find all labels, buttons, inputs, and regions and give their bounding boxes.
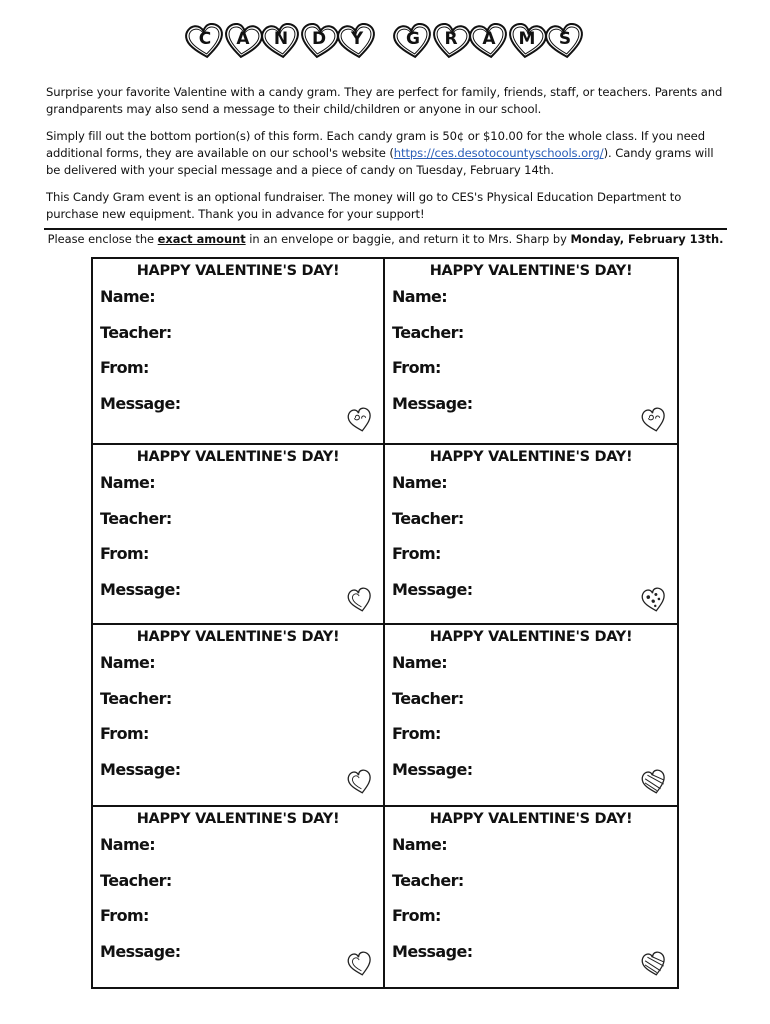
candy-gram-cards-grid bbox=[91, 257, 679, 989]
name-field-label: Name: bbox=[392, 287, 448, 306]
teacher-field-label: Teacher: bbox=[100, 871, 172, 890]
title-letter: D bbox=[311, 29, 327, 49]
card-title: HAPPY VALENTINE'S DAY! bbox=[136, 449, 340, 465]
cut-line-divider bbox=[44, 228, 727, 230]
heart-letter bbox=[185, 23, 225, 61]
title-word bbox=[186, 23, 376, 61]
teacher-field-label: Teacher: bbox=[392, 323, 464, 342]
teacher-field-label: Teacher: bbox=[392, 871, 464, 890]
heart-letter bbox=[337, 23, 377, 61]
candy-gram-card bbox=[385, 807, 677, 987]
heart-swirl-icon bbox=[639, 405, 670, 436]
candy-gram-card bbox=[385, 259, 677, 445]
candy-gram-card bbox=[93, 445, 385, 625]
title-letter: R bbox=[444, 29, 458, 49]
name-field-label: Name: bbox=[100, 653, 156, 672]
exact-amount-emphasis: exact amount bbox=[157, 232, 246, 246]
title-letter: S bbox=[558, 29, 572, 49]
name-field-label: Name: bbox=[392, 653, 448, 672]
enclose-text-middle: in an envelope or baggie, and return it to Mrs. Sharp by bbox=[245, 232, 571, 246]
heart-letter bbox=[299, 23, 339, 61]
teacher-field-label: Teacher: bbox=[392, 509, 464, 528]
from-field-label: From: bbox=[392, 358, 441, 377]
teacher-field-label: Teacher: bbox=[100, 689, 172, 708]
from-field-label: From: bbox=[100, 724, 149, 743]
message-field-label: Message: bbox=[392, 760, 473, 779]
name-field-label: Name: bbox=[392, 473, 448, 492]
intro-paragraph-1: Surprise your favorite Valentine with a candy gram. They are perfect for family, friends, staff, or teachers. Parents and grandparents may also send a message to their child/children or anyone in our school. bbox=[46, 85, 723, 116]
title-letter: N bbox=[273, 29, 289, 49]
heart-letter bbox=[261, 23, 301, 61]
name-field-label: Name: bbox=[100, 835, 156, 854]
intro-paragraph-2 bbox=[46, 128, 728, 179]
from-field-label: From: bbox=[100, 544, 149, 563]
from-field-label: From: bbox=[392, 544, 441, 563]
message-field-label: Message: bbox=[100, 760, 181, 779]
heart-letter bbox=[393, 23, 433, 61]
message-field-label: Message: bbox=[100, 942, 181, 961]
card-title: HAPPY VALENTINE'S DAY! bbox=[429, 263, 633, 279]
intro-paragraph-3: This Candy Gram event is an optional fundraiser. The money will go to CES's Physical Education Department to purchase new equipment. Thank you in advance for your support! bbox=[46, 190, 682, 221]
candy-gram-card bbox=[93, 807, 385, 987]
candy-gram-card bbox=[385, 445, 677, 625]
message-field-label: Message: bbox=[392, 580, 473, 599]
teacher-field-label: Teacher: bbox=[100, 509, 172, 528]
title-word bbox=[394, 23, 584, 61]
title-letter: A bbox=[236, 29, 250, 49]
heart-letter bbox=[545, 23, 585, 61]
title-letter: C bbox=[198, 29, 212, 49]
from-field-label: From: bbox=[392, 906, 441, 925]
enclose-text: Please enclose the bbox=[47, 232, 158, 246]
teacher-field-label: Teacher: bbox=[392, 689, 464, 708]
title-letter: Y bbox=[350, 29, 364, 49]
teacher-field-label: Teacher: bbox=[100, 323, 172, 342]
heart-letter bbox=[223, 23, 263, 61]
title-letter: M bbox=[518, 29, 536, 49]
title-letter: G bbox=[406, 29, 420, 49]
heart-outline-icon bbox=[345, 585, 376, 616]
from-field-label: From: bbox=[100, 358, 149, 377]
message-field-label: Message: bbox=[392, 942, 473, 961]
heart-outline-icon bbox=[345, 949, 376, 980]
name-field-label: Name: bbox=[100, 473, 156, 492]
card-title: HAPPY VALENTINE'S DAY! bbox=[136, 263, 340, 279]
candy-gram-card bbox=[385, 625, 677, 807]
intro-paragraph-2-text-end: ). Candy grams will be delivered with your special message and a piece of candy on Tuesday, February 14th. bbox=[46, 146, 714, 177]
heart-letter bbox=[469, 23, 509, 61]
heart-dots-icon bbox=[639, 585, 670, 616]
heart-swirl-icon bbox=[345, 405, 376, 436]
name-field-label: Name: bbox=[100, 287, 156, 306]
card-title: HAPPY VALENTINE'S DAY! bbox=[136, 629, 340, 645]
heart-letter bbox=[431, 23, 471, 61]
card-title: HAPPY VALENTINE'S DAY! bbox=[429, 629, 633, 645]
title-letter: A bbox=[482, 29, 496, 49]
heart-striped-icon bbox=[639, 949, 670, 980]
school-website-link[interactable]: https://ces.desotocountyschools.org/ bbox=[393, 146, 604, 160]
card-title: HAPPY VALENTINE'S DAY! bbox=[429, 811, 633, 827]
message-field-label: Message: bbox=[100, 394, 181, 413]
name-field-label: Name: bbox=[392, 835, 448, 854]
heart-letter bbox=[507, 23, 547, 61]
candy-gram-card bbox=[93, 259, 385, 445]
enclose-instructions bbox=[44, 231, 727, 247]
card-title: HAPPY VALENTINE'S DAY! bbox=[136, 811, 340, 827]
deadline-date: Monday, February 13th. bbox=[570, 232, 724, 246]
candy-gram-card bbox=[93, 625, 385, 807]
heart-striped-icon bbox=[639, 767, 670, 798]
candy-grams-title bbox=[0, 20, 770, 64]
from-field-label: From: bbox=[392, 724, 441, 743]
message-field-label: Message: bbox=[100, 580, 181, 599]
intro-paragraph-2-text: Simply fill out the bottom portion(s) of this form. Each candy gram is 50¢ or $10.00 for the whole class. If you need additional forms, they are available on our school's website ( bbox=[46, 129, 705, 160]
card-title: HAPPY VALENTINE'S DAY! bbox=[429, 449, 633, 465]
message-field-label: Message: bbox=[392, 394, 473, 413]
from-field-label: From: bbox=[100, 906, 149, 925]
heart-outline-icon bbox=[345, 767, 376, 798]
